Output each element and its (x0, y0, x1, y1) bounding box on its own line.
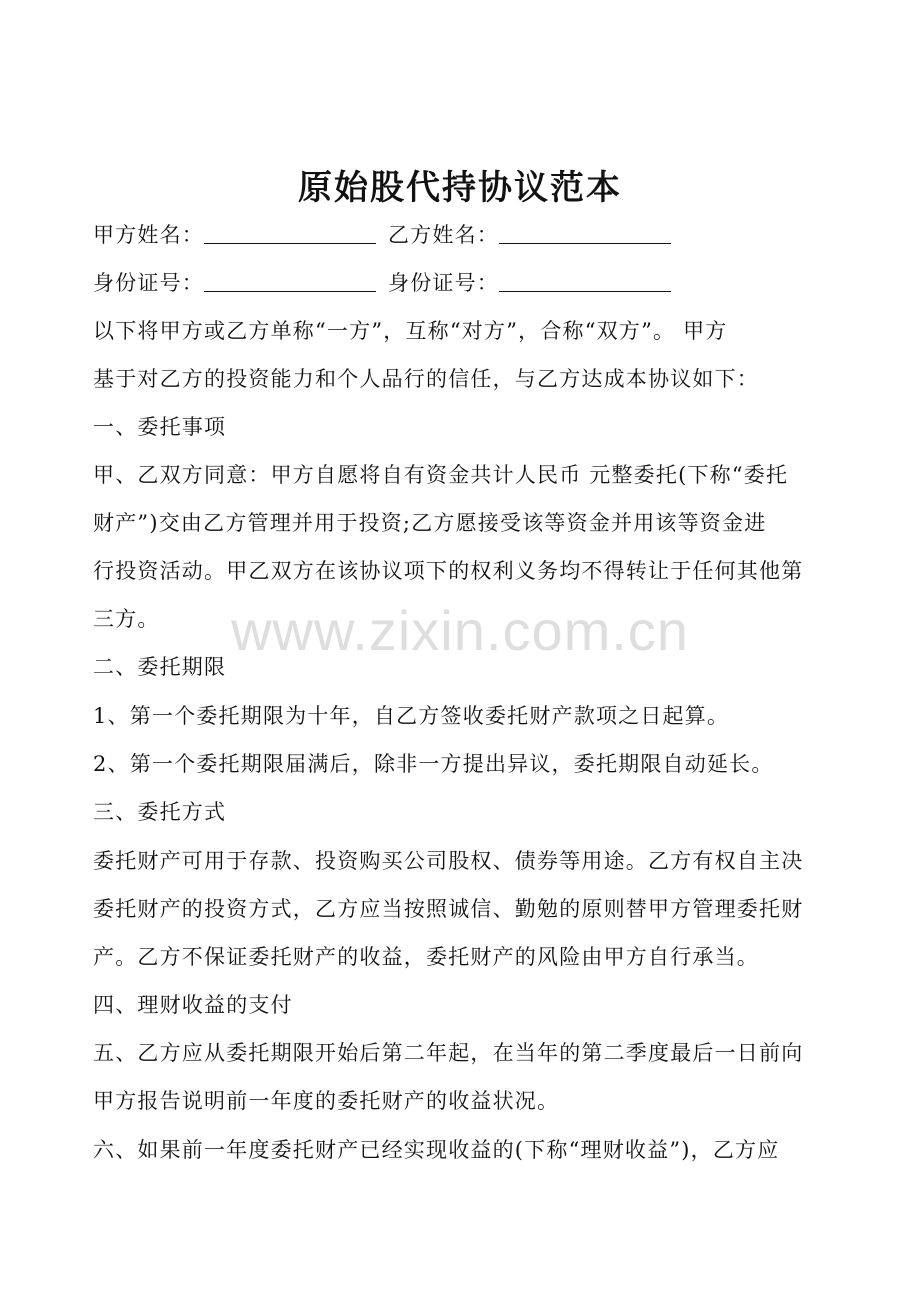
body-line: 1、第一个委托期限为十年，自乙方签收委托财产款项之日起算。 (93, 704, 730, 728)
party-a-id-blank (204, 271, 376, 292)
party-name-row (93, 220, 833, 250)
party-b-id-label: 身份证号： (388, 271, 499, 295)
body-line: 六、如果前一年度委托财产已经实现收益的(下称“理财收益”)，乙方应 (93, 1138, 780, 1162)
body-line: 基于对乙方的投资能力和个人品行的信任，与乙方达成本协议如下： (93, 367, 759, 391)
body-line: 甲、乙双方同意：甲方自愿将自有资金共计人民币 元整委托(下称“委托 (93, 463, 789, 487)
party-a-name-label: 甲方姓名： (93, 223, 204, 247)
section-heading: 二、委托期限 (93, 655, 227, 679)
document-title: 原始股代持协议范本 (298, 168, 622, 208)
section-heading: 四、理财收益的支付 (93, 993, 293, 1017)
party-b-id-blank (499, 271, 671, 292)
body-line: 委托财产可用于存款、投资购买公司股权、债券等用途。乙方有权自主决 (93, 849, 804, 873)
body-line: 三方。 (93, 607, 160, 631)
watermark: www.zixin.com.cn (231, 599, 689, 662)
body-line: 甲方报告说明前一年度的委托财产的收益状况。 (93, 1089, 560, 1113)
party-a-id-label: 身份证号： (93, 271, 204, 295)
section-heading: 一、委托事项 (93, 415, 227, 439)
body-line: 五、乙方应从委托期限开始后第二年起，在当年的第二季度最后一日前向 (93, 1041, 804, 1065)
party-b-name-blank (499, 223, 671, 244)
body-line: 产。乙方不保证委托财产的收益，委托财产的风险由甲方自行承当。 (93, 945, 759, 969)
body-line: 委托财产的投资方式，乙方应当按照诚信、勤勉的原则替甲方管理委托财 (93, 897, 804, 921)
body-line: 财产”)交由乙方管理并用于投资;乙方愿接受该等资金并用该等资金进 (93, 511, 767, 535)
body-line: 2、第一个委托期限届满后，除非一方提出异议，委托期限自动延长。 (93, 752, 774, 776)
party-id-row (93, 268, 833, 298)
body-line: 以下将甲方或乙方单称“一方”，互称“对方”，合称“双方”。 甲方 (93, 319, 728, 343)
section-heading: 三、委托方式 (93, 800, 227, 824)
party-b-name-label: 乙方姓名： (388, 223, 499, 247)
body-line: 行投资活动。甲乙双方在该协议项下的权利义务均不得转让于任何其他第 (93, 559, 804, 583)
party-a-name-blank (204, 223, 376, 244)
